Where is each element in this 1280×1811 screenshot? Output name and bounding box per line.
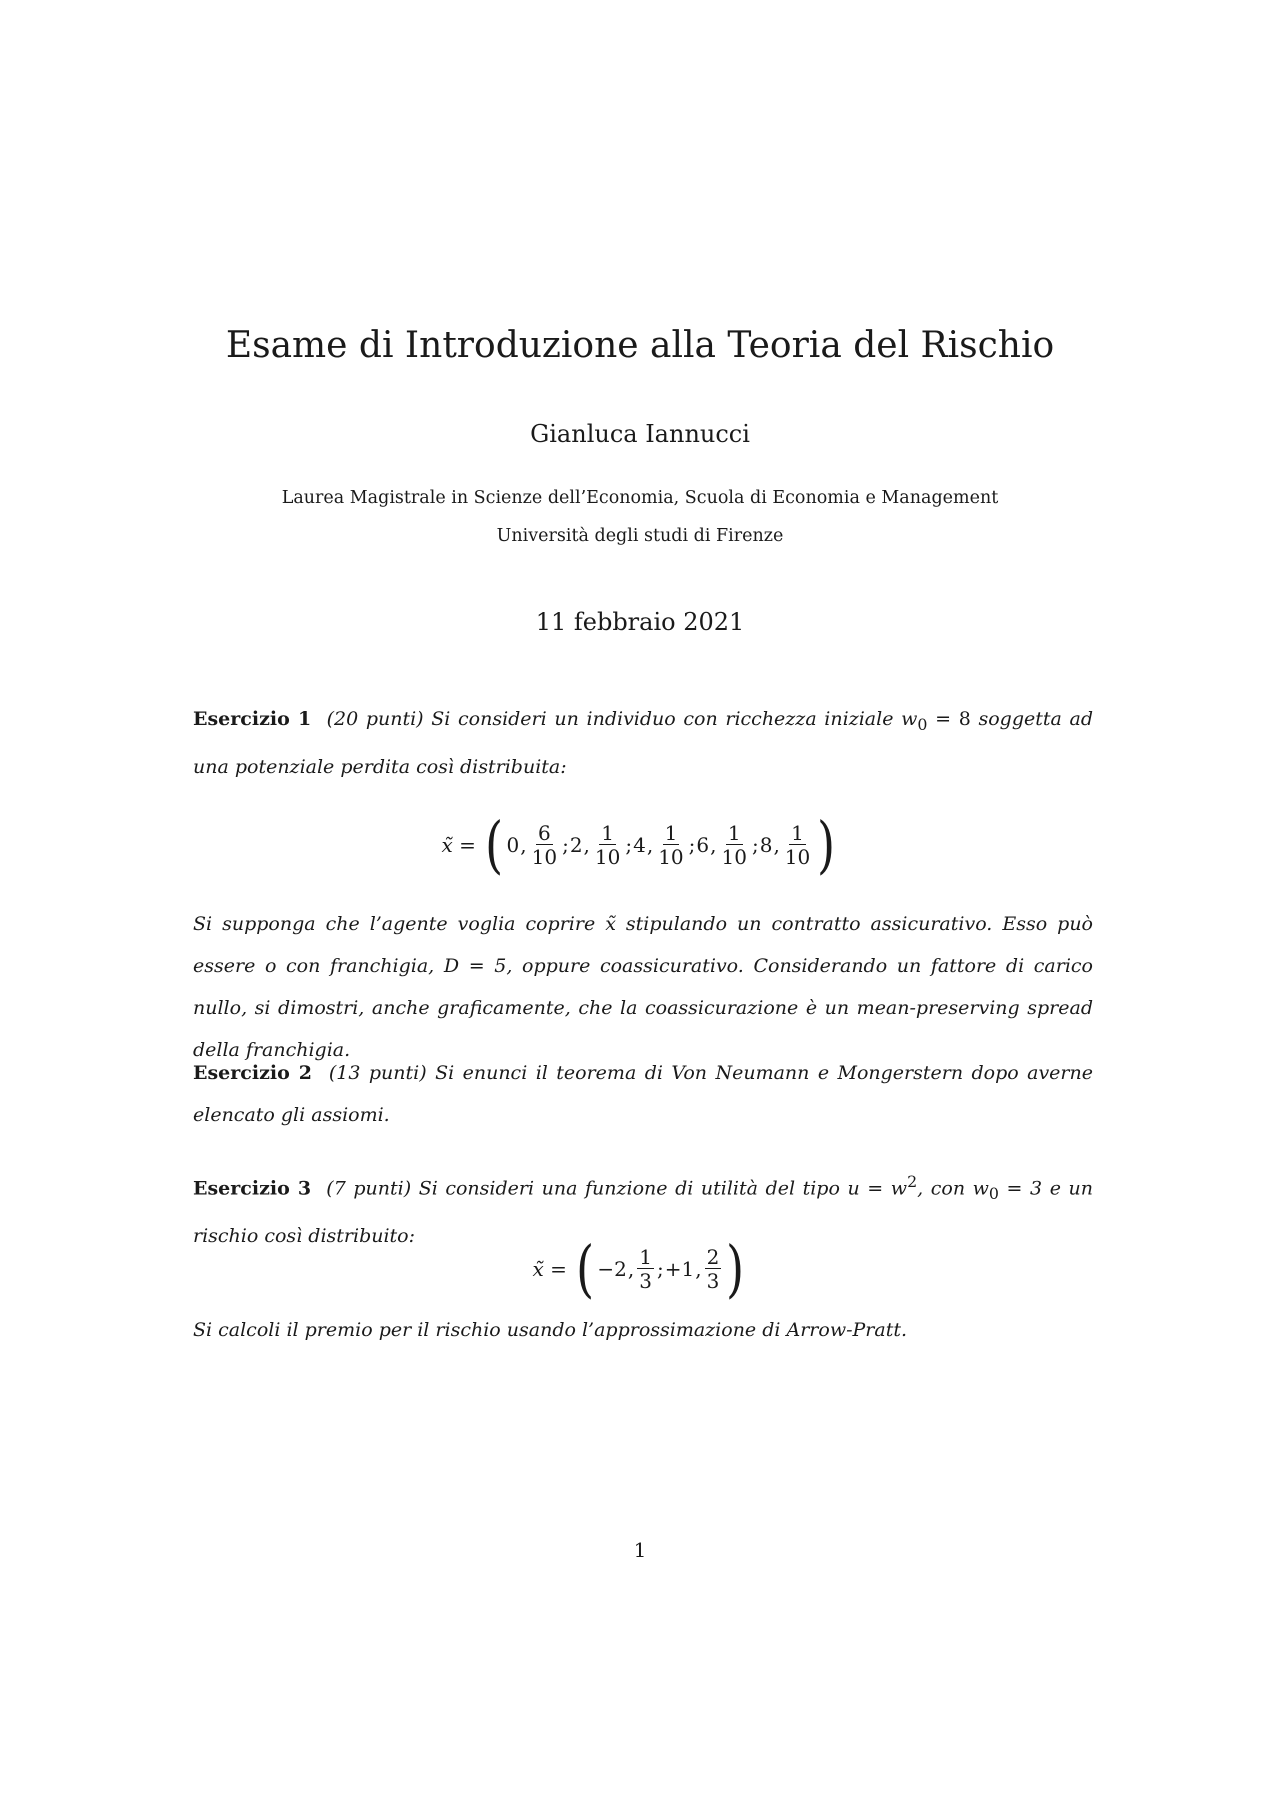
exercise-3-equation: x̃ = ( −2 , $\frac{1}{3}$ ; +1 , $\frac{2}{3}$ ) [532, 1232, 745, 1305]
equation-lhs: x̃ = [532, 1257, 567, 1281]
eq1-value-1: 2 [569, 833, 583, 857]
eq1-value-3: 6 [696, 833, 710, 857]
exercise-1-label: Esercizio 1 [193, 708, 312, 730]
eq1-frac-4: $\frac{1}{10}$ [784, 820, 811, 869]
equation-lhs: x̃ = [441, 833, 476, 857]
eq1-value-4: 8 [759, 833, 773, 857]
exercise-1-body [193, 903, 1093, 1071]
eq2-frac-0: $\frac{1}{3}$ [639, 1244, 652, 1293]
exam-date: 11 febbraio 2021 [535, 608, 745, 636]
exercise-2-label: Esercizio 2 [193, 1062, 312, 1084]
eq2-frac-1: $\frac{2}{3}$ [706, 1244, 720, 1293]
exercise-3-text-d: Si calcoli il premio per il rischio usando l’approssimazione di Arrow-Pratt. [193, 1319, 908, 1341]
page-number: 1 [633, 1538, 647, 1562]
affiliation-line-2: Università degli studi di Firenze [496, 526, 784, 546]
left-paren: ( [576, 1232, 595, 1305]
exercise-1-text-b: soggetta ad una potenziale perdita così distribuita: [193, 708, 1093, 778]
exercise-3-text-a: (7 punti) Si consideri una funzione di utilità del tipo u = w [326, 1177, 908, 1200]
exercise-1-text-c: Si supponga che l’agente voglia coprire x̃ stipulando un contratto assicurativo. Esso può essere o con franchigia, D = 5, oppure coassicurativo. Considerando un fattore di carico nullo, si dimostri, anche graficamente, che la coassicurazione è un mean-preserving spread della franchigia. [193, 913, 1093, 1061]
eq1-frac-1: $\frac{1}{10}$ [594, 820, 621, 869]
exercise-2 [193, 1052, 1093, 1136]
exercise-1-text-a: (20 punti) Si consideri un individuo con ricchezza iniziale [326, 708, 902, 730]
exercise-3-text-b: , con w [917, 1177, 989, 1200]
eq2-value-1: +1 [664, 1257, 695, 1281]
right-paren: ) [726, 1232, 745, 1305]
exercise-3-text-c: = 3 e un rischio così distribuito: [193, 1177, 1093, 1248]
exercise-3-body [193, 1309, 1093, 1351]
eq1-value-2: 4 [633, 833, 646, 857]
exercise-1-equation: x̃ = ( 0 , $\frac{6}{10}$ ; 2 , $\frac{1}{10}$ ; 4 , $\frac{1}{10}$ ; 6 , $\frac{1}{10}$ ; 8 , $\frac{1}{10}$ ) [441, 808, 836, 881]
exercise-1-w: w [901, 708, 918, 730]
exercise-1-w-sub: 0 [917, 714, 928, 734]
exercise-1-eq-rest: = 8 [927, 708, 971, 730]
left-paren: ( [485, 808, 504, 881]
exercise-2-text: (13 punti) Si enunci il teorema di Von Neumann e Mongerstern dopo averne elencato gli assiomi. [193, 1062, 1093, 1126]
exercise-3-exp: 2 [907, 1172, 918, 1191]
author-name: Gianluca Iannucci [530, 420, 750, 448]
exercise-3-label: Esercizio 3 [193, 1177, 312, 1200]
eq1-frac-0: $\frac{6}{10}$ [531, 820, 558, 869]
exercise-3-sub: 0 [988, 1184, 999, 1204]
eq1-frac-3: $\frac{1}{10}$ [721, 820, 747, 869]
eq2-value-0: −2 [597, 1257, 627, 1281]
eq1-value-0: 0 [506, 833, 520, 857]
right-paren: ) [817, 808, 836, 881]
affiliation-line-1: Laurea Magistrale in Scienze dell’Economia, Scuola di Economia e Management [281, 488, 999, 508]
exercise-1-intro [193, 698, 1093, 788]
document-title: Esame di Introduzione alla Teoria del Rischio [225, 325, 1055, 366]
eq1-frac-2: $\frac{1}{10}$ [658, 820, 684, 869]
